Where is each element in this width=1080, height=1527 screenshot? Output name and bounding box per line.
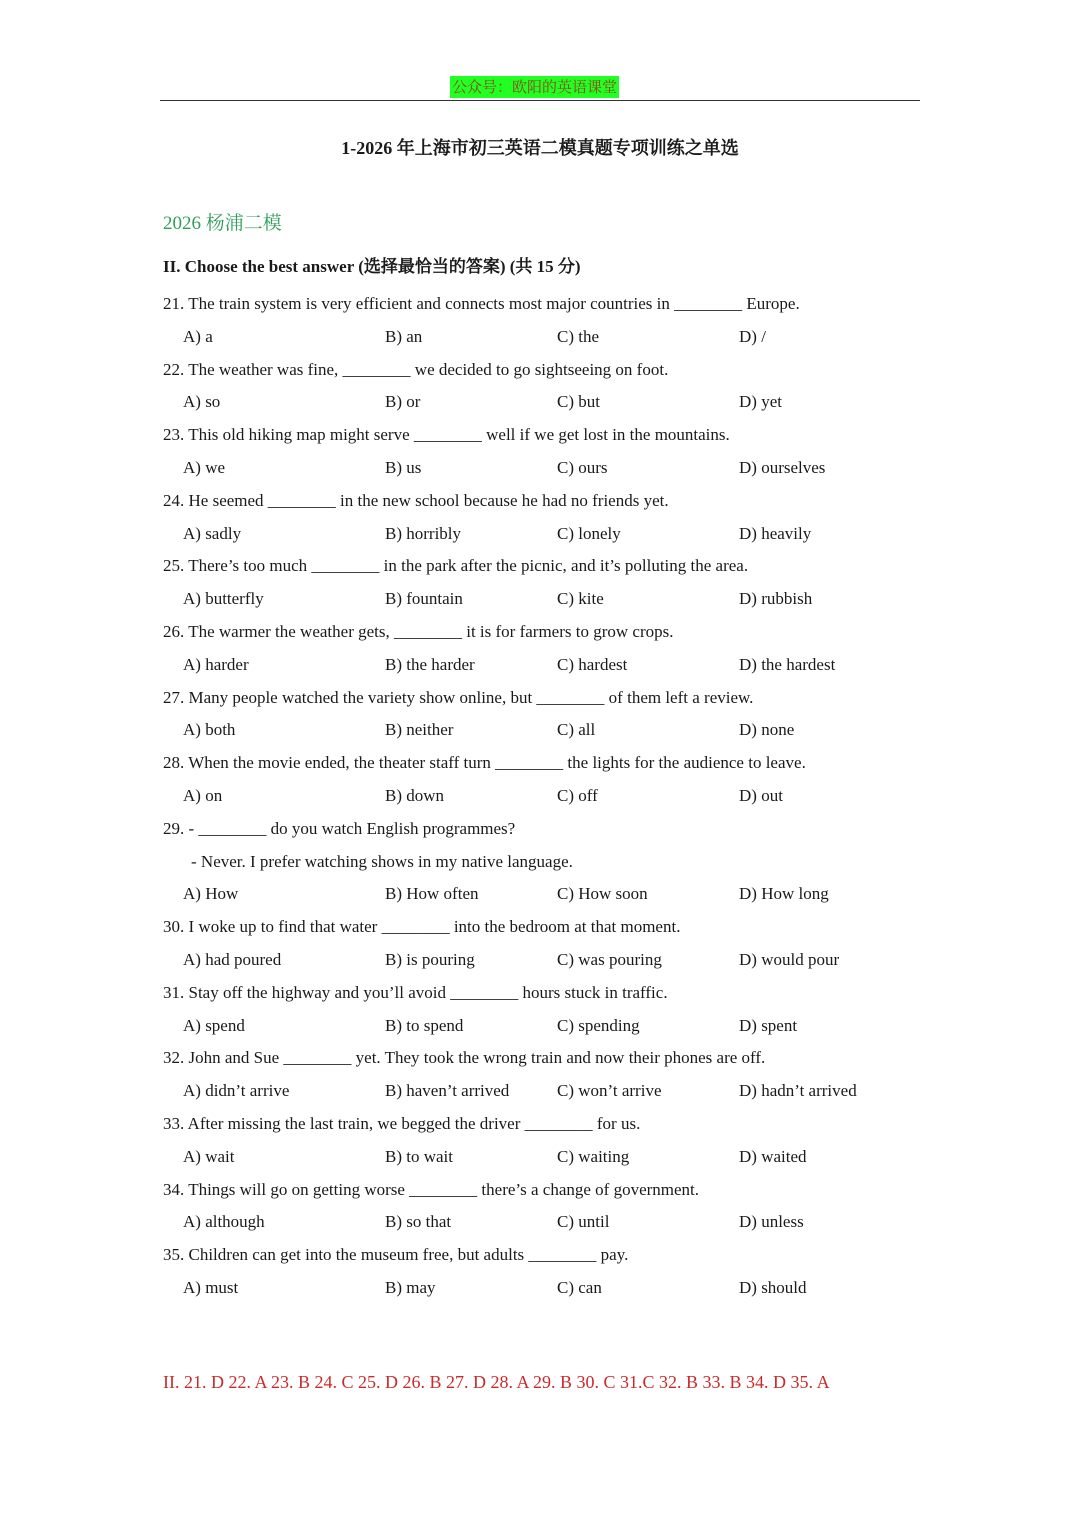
option-b: B) us <box>385 457 422 477</box>
question-item <box>163 747 923 813</box>
question-stem: 27. Many people watched the variety show online, but ________ of them left a review. <box>163 687 754 707</box>
question-item <box>163 1042 923 1108</box>
question-reply: - Never. I prefer watching shows in my native language. <box>191 851 573 871</box>
option-d: D) heavily <box>739 523 812 543</box>
header-rule <box>160 100 920 101</box>
option-b: B) the harder <box>385 654 475 674</box>
question-item <box>163 485 923 551</box>
option-c: C) won’t arrive <box>557 1081 662 1101</box>
options-row <box>163 944 923 977</box>
option-d: D) out <box>739 785 783 805</box>
question-item <box>163 1239 923 1305</box>
option-a: A) we <box>183 457 226 477</box>
options-row <box>163 1010 923 1043</box>
option-c: C) spending <box>557 1015 640 1035</box>
options-row <box>163 1075 923 1108</box>
option-d: D) rubbish <box>739 589 813 609</box>
option-c: C) hardest <box>557 654 628 674</box>
part-heading: II. Choose the best answer (选择最恰当的答案) (共 15 分) <box>163 257 581 276</box>
option-b: B) to wait <box>385 1146 453 1166</box>
option-a: A) so <box>183 392 221 412</box>
section-label: 2026 杨浦二模 <box>163 213 282 234</box>
option-d: D) / <box>739 326 766 346</box>
option-a: A) both <box>183 720 236 740</box>
option-d: D) ourselves <box>739 457 826 477</box>
question-stem: 26. The warmer the weather gets, ________ it is for farmers to grow crops. <box>163 621 674 641</box>
option-b: B) may <box>385 1277 436 1297</box>
options-row <box>163 1141 923 1174</box>
question-stem: 28. When the movie ended, the theater staff turn ________ the lights for the audience to leave. <box>163 753 806 773</box>
option-c: C) can <box>557 1277 602 1297</box>
option-c: C) but <box>557 392 600 412</box>
question-stem: 21. The train system is very efficient and connects most major countries in ________ Europe. <box>163 294 800 313</box>
options-row <box>163 321 923 354</box>
question-stem: 24. He seemed ________ in the new school because he had no friends yet. <box>163 490 669 510</box>
option-d: D) none <box>739 720 795 740</box>
option-d: D) waited <box>739 1146 807 1166</box>
option-b: B) haven’t arrived <box>385 1081 510 1101</box>
option-a: A) had poured <box>183 949 282 969</box>
options-row <box>163 780 923 813</box>
question-stem: 35. Children can get into the museum free, but adults ________ pay. <box>163 1245 629 1265</box>
options-row <box>163 386 923 419</box>
option-a: A) harder <box>183 654 249 674</box>
question-stem: 25. There’s too much ________ in the park after the picnic, and it’s polluting the area. <box>163 556 749 576</box>
header-tag: 公众号：欧阳的英语课堂 <box>452 78 618 96</box>
option-a: A) although <box>183 1212 265 1232</box>
option-b: B) fountain <box>385 589 463 609</box>
question-item <box>163 1174 923 1240</box>
option-a: A) butterfly <box>183 589 264 609</box>
options-row <box>163 714 923 747</box>
option-b: B) How often <box>385 884 479 904</box>
option-b: B) horribly <box>385 523 462 543</box>
option-a: A) How <box>183 884 239 904</box>
option-a: A) must <box>183 1277 239 1297</box>
option-b: B) neither <box>385 720 454 740</box>
option-d: D) would pour <box>739 949 840 969</box>
question-stem: 22. The weather was fine, ________ we decided to go sightseeing on foot. <box>163 359 669 379</box>
question-item <box>163 550 923 616</box>
answer-key: II. 21. D 22. A 23. B 24. C 25. D 26. B 27. D 28. A 29. B 30. C 31.C 32. B 33. B 34. D 35. A <box>163 1372 830 1392</box>
option-c: C) all <box>557 720 596 740</box>
option-c: C) lonely <box>557 523 621 543</box>
option-b: B) so that <box>385 1212 452 1232</box>
option-a: A) a <box>183 326 213 346</box>
option-d: D) yet <box>739 392 782 412</box>
option-a: A) on <box>183 785 223 805</box>
option-c: C) waiting <box>557 1146 630 1166</box>
option-d: D) unless <box>739 1212 804 1232</box>
options-row <box>163 518 923 551</box>
option-d: D) should <box>739 1277 807 1297</box>
option-c: C) kite <box>557 589 604 609</box>
question-item <box>163 616 923 682</box>
option-b: B) is pouring <box>385 949 475 969</box>
options-row <box>163 452 923 485</box>
option-a: A) spend <box>183 1015 245 1035</box>
document-title: 1-2026 年上海市初三英语二模真题专项训练之单选 <box>341 138 739 158</box>
option-d: D) spent <box>739 1015 798 1035</box>
question-item <box>163 813 923 911</box>
question-stem: 32. John and Sue ________ yet. They took the wrong train and now their phones are off. <box>163 1048 766 1068</box>
option-d: D) the hardest <box>739 654 836 674</box>
option-c: C) was pouring <box>557 949 662 969</box>
question-stem: 23. This old hiking map might serve ________ well if we get lost in the mountains. <box>163 425 730 445</box>
option-c: C) ours <box>557 457 608 477</box>
question-stem: 33. After missing the last train, we begged the driver ________ for us. <box>163 1113 641 1133</box>
question-item <box>163 977 923 1043</box>
options-row <box>163 1272 923 1305</box>
options-row <box>163 878 923 911</box>
question-stem: 34. Things will go on getting worse ________ there’s a change of government. <box>163 1179 700 1199</box>
question-stem: 29. - ________ do you watch English programmes? <box>163 818 516 838</box>
option-a: A) sadly <box>183 523 242 543</box>
option-a: A) wait <box>183 1146 235 1166</box>
question-stem: 31. Stay off the highway and you’ll avoid ________ hours stuck in traffic. <box>163 982 668 1002</box>
options-row <box>163 583 923 616</box>
option-c: C) the <box>557 326 600 346</box>
options-row <box>163 649 923 682</box>
option-c: C) How soon <box>557 884 648 904</box>
option-b: B) down <box>385 785 445 805</box>
option-c: C) off <box>557 785 598 805</box>
question-list <box>163 288 923 1305</box>
question-item <box>163 288 923 354</box>
option-b: B) to spend <box>385 1015 464 1035</box>
option-c: C) until <box>557 1212 610 1232</box>
option-a: A) didn’t arrive <box>183 1081 290 1101</box>
option-d: D) How long <box>739 884 829 904</box>
question-item <box>163 354 923 420</box>
question-stem: 30. I woke up to find that water ________ into the bedroom at that moment. <box>163 917 681 937</box>
options-row <box>163 1206 923 1239</box>
option-b: B) an <box>385 326 423 346</box>
question-item <box>163 682 923 748</box>
option-d: D) hadn’t arrived <box>739 1081 857 1101</box>
option-b: B) or <box>385 392 421 412</box>
question-item <box>163 1108 923 1174</box>
question-item <box>163 911 923 977</box>
question-item <box>163 419 923 485</box>
